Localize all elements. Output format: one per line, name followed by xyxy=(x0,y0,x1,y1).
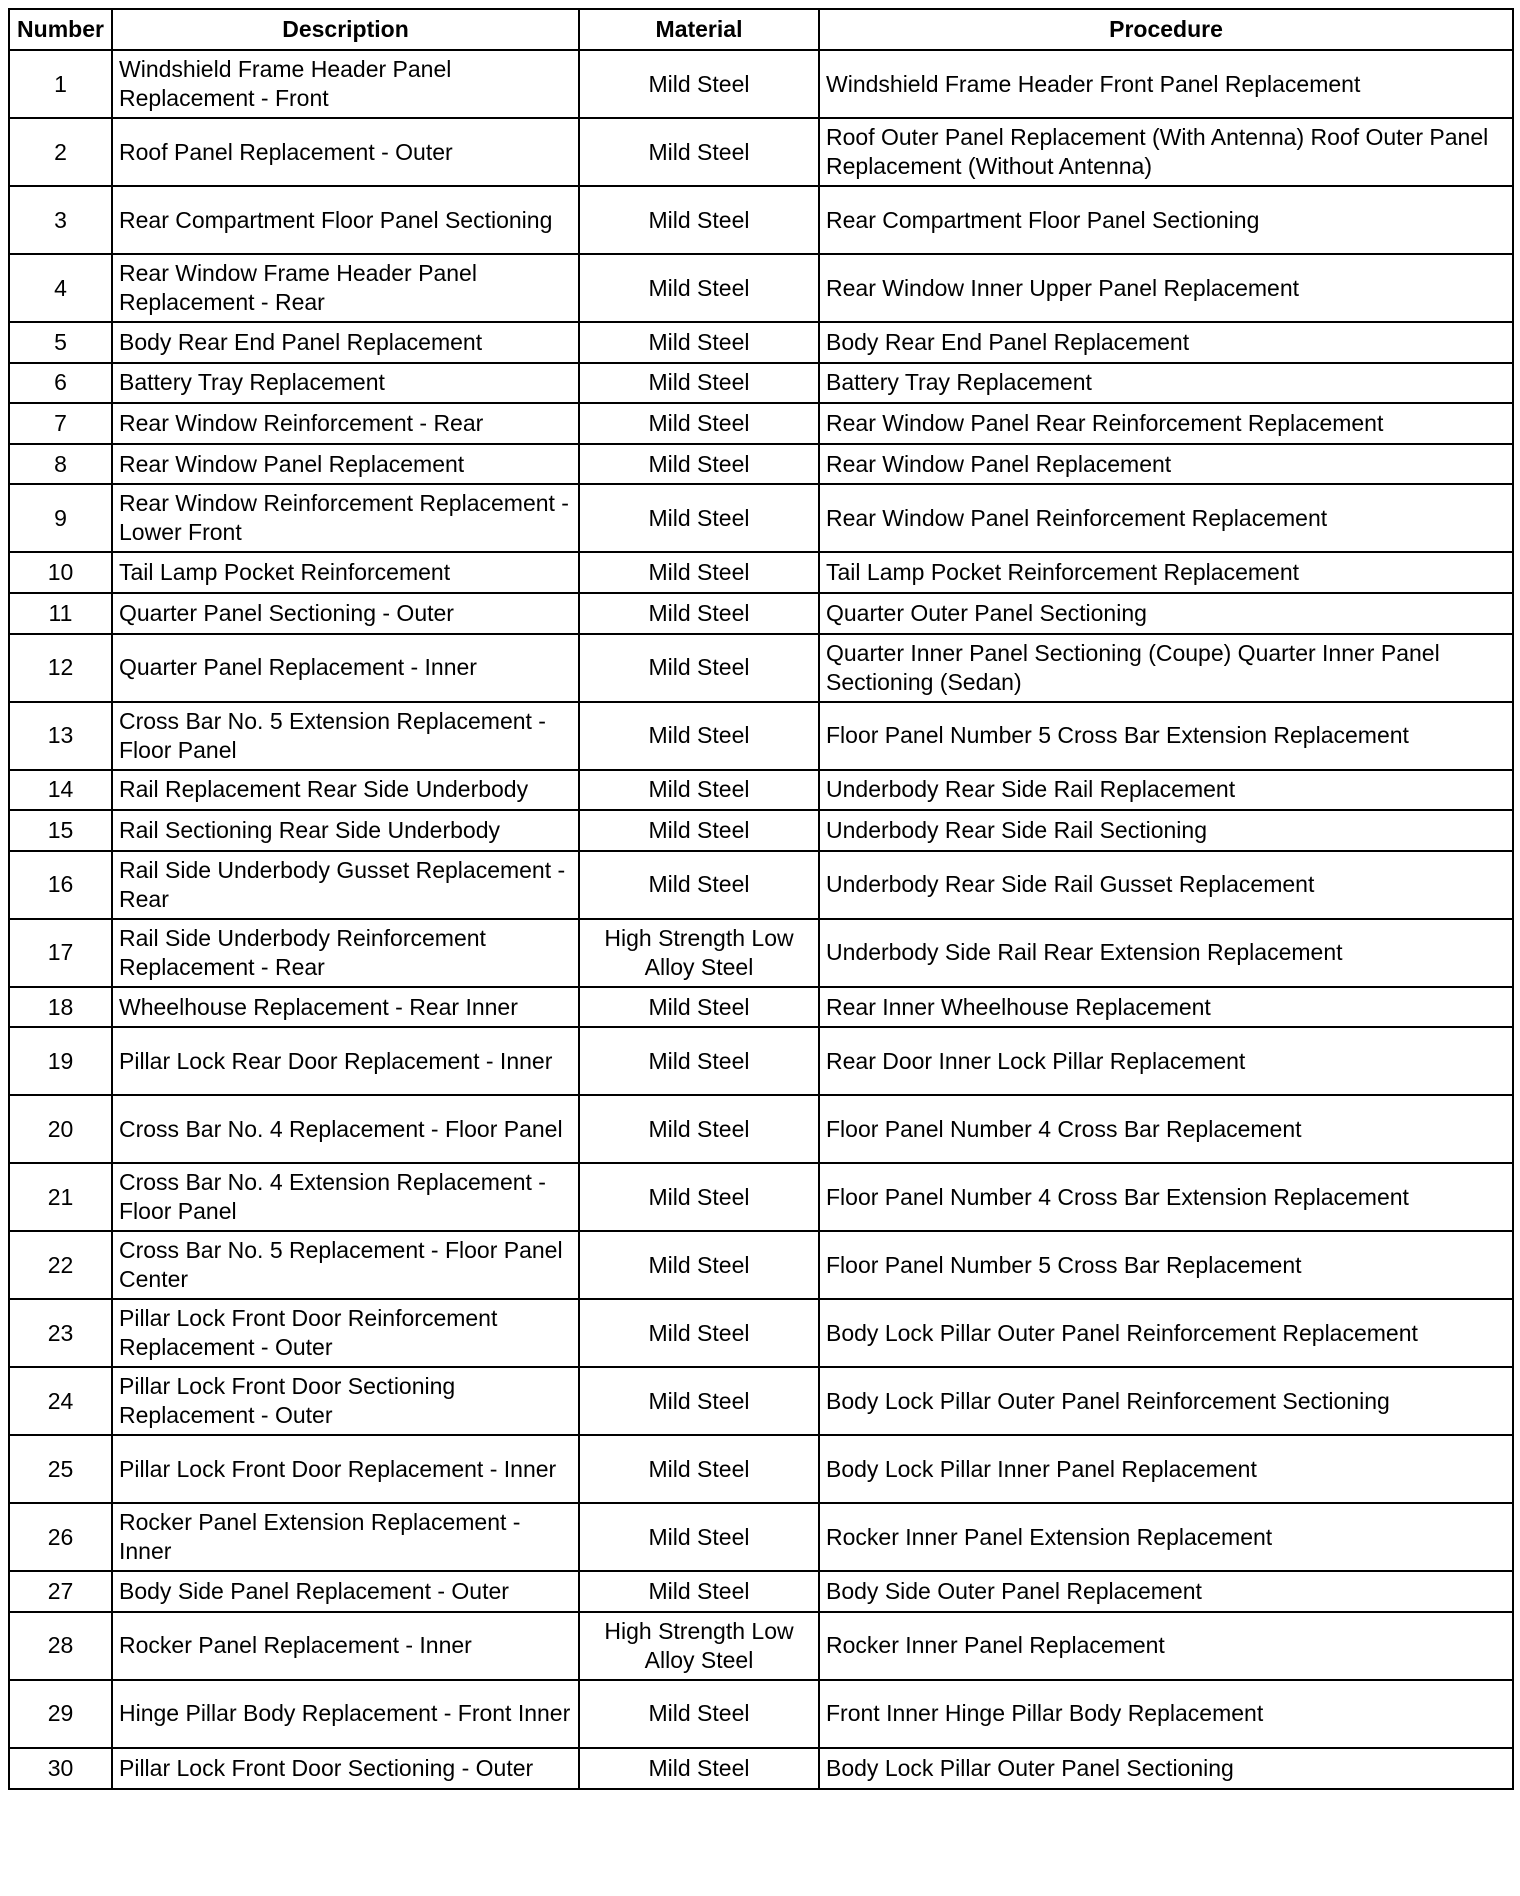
cell-description: Pillar Lock Front Door Replacement - Inner xyxy=(112,1435,579,1503)
cell-number: 29 xyxy=(9,1680,112,1748)
cell-procedure: Rear Inner Wheelhouse Replacement xyxy=(819,987,1513,1028)
cell-description: Cross Bar No. 5 Extension Replacement - Floor Panel xyxy=(112,702,579,770)
table-row xyxy=(9,1571,1513,1612)
table-row xyxy=(9,919,1513,987)
table-row xyxy=(9,1231,1513,1299)
table-row xyxy=(9,1748,1513,1789)
cell-procedure: Rear Door Inner Lock Pillar Replacement xyxy=(819,1027,1513,1095)
cell-description: Battery Tray Replacement xyxy=(112,363,579,404)
cell-procedure: Roof Outer Panel Replacement (With Antenna) Roof Outer Panel Replacement (Without Antenna) xyxy=(819,118,1513,186)
cell-material: Mild Steel xyxy=(579,1748,819,1789)
table-row xyxy=(9,851,1513,919)
cell-material: Mild Steel xyxy=(579,1680,819,1748)
cell-number: 27 xyxy=(9,1571,112,1612)
cell-procedure: Windshield Frame Header Front Panel Replacement xyxy=(819,50,1513,118)
cell-procedure: Quarter Inner Panel Sectioning (Coupe) Quarter Inner Panel Sectioning (Sedan) xyxy=(819,634,1513,702)
cell-number: 8 xyxy=(9,444,112,485)
cell-description: Rail Sectioning Rear Side Underbody xyxy=(112,810,579,851)
table-row xyxy=(9,1027,1513,1095)
table-row xyxy=(9,1367,1513,1435)
cell-procedure: Floor Panel Number 5 Cross Bar Extension Replacement xyxy=(819,702,1513,770)
header-row xyxy=(9,9,1513,50)
cell-material: Mild Steel xyxy=(579,322,819,363)
table-row xyxy=(9,444,1513,485)
cell-description: Pillar Lock Front Door Sectioning - Outer xyxy=(112,1748,579,1789)
cell-number: 21 xyxy=(9,1163,112,1231)
cell-material: Mild Steel xyxy=(579,702,819,770)
cell-procedure: Rear Window Panel Replacement xyxy=(819,444,1513,485)
cell-number: 12 xyxy=(9,634,112,702)
cell-number: 28 xyxy=(9,1612,112,1680)
cell-number: 11 xyxy=(9,593,112,634)
cell-description: Rocker Panel Extension Replacement - Inner xyxy=(112,1503,579,1571)
table-row xyxy=(9,1503,1513,1571)
cell-material: Mild Steel xyxy=(579,403,819,444)
cell-procedure: Body Side Outer Panel Replacement xyxy=(819,1571,1513,1612)
cell-material: High Strength Low Alloy Steel xyxy=(579,919,819,987)
cell-description: Rear Compartment Floor Panel Sectioning xyxy=(112,186,579,254)
cell-number: 15 xyxy=(9,810,112,851)
cell-material: Mild Steel xyxy=(579,634,819,702)
cell-material: Mild Steel xyxy=(579,810,819,851)
table-row xyxy=(9,1680,1513,1748)
cell-description: Quarter Panel Sectioning - Outer xyxy=(112,593,579,634)
cell-procedure: Floor Panel Number 4 Cross Bar Extension Replacement xyxy=(819,1163,1513,1231)
cell-number: 5 xyxy=(9,322,112,363)
cell-description: Hinge Pillar Body Replacement - Front Inner xyxy=(112,1680,579,1748)
table-row xyxy=(9,702,1513,770)
table-row xyxy=(9,770,1513,811)
cell-number: 25 xyxy=(9,1435,112,1503)
cell-material: Mild Steel xyxy=(579,254,819,322)
cell-number: 9 xyxy=(9,484,112,552)
cell-number: 1 xyxy=(9,50,112,118)
cell-description: Rocker Panel Replacement - Inner xyxy=(112,1612,579,1680)
cell-procedure: Floor Panel Number 5 Cross Bar Replacement xyxy=(819,1231,1513,1299)
cell-number: 17 xyxy=(9,919,112,987)
table-row xyxy=(9,634,1513,702)
cell-procedure: Front Inner Hinge Pillar Body Replacement xyxy=(819,1680,1513,1748)
cell-procedure: Tail Lamp Pocket Reinforcement Replacement xyxy=(819,552,1513,593)
cell-material: Mild Steel xyxy=(579,1231,819,1299)
table-row xyxy=(9,1095,1513,1163)
header-material: Material xyxy=(579,9,819,50)
cell-material: Mild Steel xyxy=(579,1095,819,1163)
cell-material: Mild Steel xyxy=(579,1027,819,1095)
cell-number: 3 xyxy=(9,186,112,254)
cell-procedure: Body Lock Pillar Inner Panel Replacement xyxy=(819,1435,1513,1503)
cell-description: Body Side Panel Replacement - Outer xyxy=(112,1571,579,1612)
cell-procedure: Rear Window Panel Reinforcement Replacement xyxy=(819,484,1513,552)
cell-description: Pillar Lock Front Door Sectioning Replacement - Outer xyxy=(112,1367,579,1435)
table-row xyxy=(9,1612,1513,1680)
table-row xyxy=(9,1435,1513,1503)
header-number: Number xyxy=(9,9,112,50)
cell-number: 19 xyxy=(9,1027,112,1095)
cell-procedure: Rear Window Panel Rear Reinforcement Replacement xyxy=(819,403,1513,444)
cell-number: 26 xyxy=(9,1503,112,1571)
cell-procedure: Underbody Rear Side Rail Sectioning xyxy=(819,810,1513,851)
cell-number: 23 xyxy=(9,1299,112,1367)
cell-material: Mild Steel xyxy=(579,552,819,593)
cell-number: 2 xyxy=(9,118,112,186)
cell-description: Rail Side Underbody Reinforcement Replacement - Rear xyxy=(112,919,579,987)
cell-number: 30 xyxy=(9,1748,112,1789)
cell-number: 14 xyxy=(9,770,112,811)
cell-description: Rail Replacement Rear Side Underbody xyxy=(112,770,579,811)
cell-description: Pillar Lock Front Door Reinforcement Replacement - Outer xyxy=(112,1299,579,1367)
parts-table xyxy=(8,8,1514,1790)
cell-number: 6 xyxy=(9,363,112,404)
cell-material: Mild Steel xyxy=(579,1571,819,1612)
cell-material: Mild Steel xyxy=(579,770,819,811)
cell-material: Mild Steel xyxy=(579,484,819,552)
cell-procedure: Underbody Rear Side Rail Replacement xyxy=(819,770,1513,811)
cell-material: High Strength Low Alloy Steel xyxy=(579,1612,819,1680)
cell-procedure: Rear Window Inner Upper Panel Replacement xyxy=(819,254,1513,322)
cell-procedure: Underbody Rear Side Rail Gusset Replacement xyxy=(819,851,1513,919)
cell-description: Wheelhouse Replacement - Rear Inner xyxy=(112,987,579,1028)
table-row xyxy=(9,987,1513,1028)
cell-material: Mild Steel xyxy=(579,1299,819,1367)
cell-procedure: Quarter Outer Panel Sectioning xyxy=(819,593,1513,634)
table-row xyxy=(9,50,1513,118)
header-description: Description xyxy=(112,9,579,50)
cell-description: Rear Window Frame Header Panel Replacement - Rear xyxy=(112,254,579,322)
cell-description: Rear Window Reinforcement Replacement - Lower Front xyxy=(112,484,579,552)
cell-number: 18 xyxy=(9,987,112,1028)
cell-description: Windshield Frame Header Panel Replacement - Front xyxy=(112,50,579,118)
cell-description: Rear Window Reinforcement - Rear xyxy=(112,403,579,444)
cell-description: Roof Panel Replacement - Outer xyxy=(112,118,579,186)
cell-material: Mild Steel xyxy=(579,444,819,485)
cell-description: Body Rear End Panel Replacement xyxy=(112,322,579,363)
cell-material: Mild Steel xyxy=(579,851,819,919)
cell-procedure: Body Lock Pillar Outer Panel Reinforcement Replacement xyxy=(819,1299,1513,1367)
cell-description: Rail Side Underbody Gusset Replacement - Rear xyxy=(112,851,579,919)
cell-procedure: Rocker Inner Panel Replacement xyxy=(819,1612,1513,1680)
cell-description: Quarter Panel Replacement - Inner xyxy=(112,634,579,702)
cell-material: Mild Steel xyxy=(579,1163,819,1231)
cell-description: Pillar Lock Rear Door Replacement - Inner xyxy=(112,1027,579,1095)
cell-material: Mild Steel xyxy=(579,1367,819,1435)
cell-material: Mild Steel xyxy=(579,118,819,186)
cell-number: 4 xyxy=(9,254,112,322)
cell-procedure: Body Lock Pillar Outer Panel Reinforcement Sectioning xyxy=(819,1367,1513,1435)
cell-material: Mild Steel xyxy=(579,1435,819,1503)
cell-procedure: Floor Panel Number 4 Cross Bar Replacement xyxy=(819,1095,1513,1163)
cell-number: 24 xyxy=(9,1367,112,1435)
cell-description: Cross Bar No. 4 Replacement - Floor Panel xyxy=(112,1095,579,1163)
cell-material: Mild Steel xyxy=(579,186,819,254)
table-row xyxy=(9,403,1513,444)
cell-material: Mild Steel xyxy=(579,593,819,634)
table-row xyxy=(9,254,1513,322)
cell-procedure: Rear Compartment Floor Panel Sectioning xyxy=(819,186,1513,254)
cell-number: 20 xyxy=(9,1095,112,1163)
table-row xyxy=(9,363,1513,404)
cell-material: Mild Steel xyxy=(579,987,819,1028)
cell-description: Tail Lamp Pocket Reinforcement xyxy=(112,552,579,593)
cell-procedure: Body Lock Pillar Outer Panel Sectioning xyxy=(819,1748,1513,1789)
cell-procedure: Rocker Inner Panel Extension Replacement xyxy=(819,1503,1513,1571)
table-row xyxy=(9,810,1513,851)
table-row xyxy=(9,552,1513,593)
header-procedure: Procedure xyxy=(819,9,1513,50)
cell-procedure: Body Rear End Panel Replacement xyxy=(819,322,1513,363)
cell-number: 16 xyxy=(9,851,112,919)
table-row xyxy=(9,1299,1513,1367)
cell-material: Mild Steel xyxy=(579,1503,819,1571)
cell-description: Cross Bar No. 5 Replacement - Floor Panel Center xyxy=(112,1231,579,1299)
cell-number: 10 xyxy=(9,552,112,593)
table-row xyxy=(9,322,1513,363)
cell-number: 7 xyxy=(9,403,112,444)
cell-procedure: Battery Tray Replacement xyxy=(819,363,1513,404)
cell-material: Mild Steel xyxy=(579,363,819,404)
table-row xyxy=(9,186,1513,254)
table-row xyxy=(9,484,1513,552)
table-row xyxy=(9,118,1513,186)
cell-description: Rear Window Panel Replacement xyxy=(112,444,579,485)
cell-procedure: Underbody Side Rail Rear Extension Replacement xyxy=(819,919,1513,987)
cell-number: 13 xyxy=(9,702,112,770)
cell-material: Mild Steel xyxy=(579,50,819,118)
table-row xyxy=(9,1163,1513,1231)
table-row xyxy=(9,593,1513,634)
cell-number: 22 xyxy=(9,1231,112,1299)
cell-description: Cross Bar No. 4 Extension Replacement - Floor Panel xyxy=(112,1163,579,1231)
